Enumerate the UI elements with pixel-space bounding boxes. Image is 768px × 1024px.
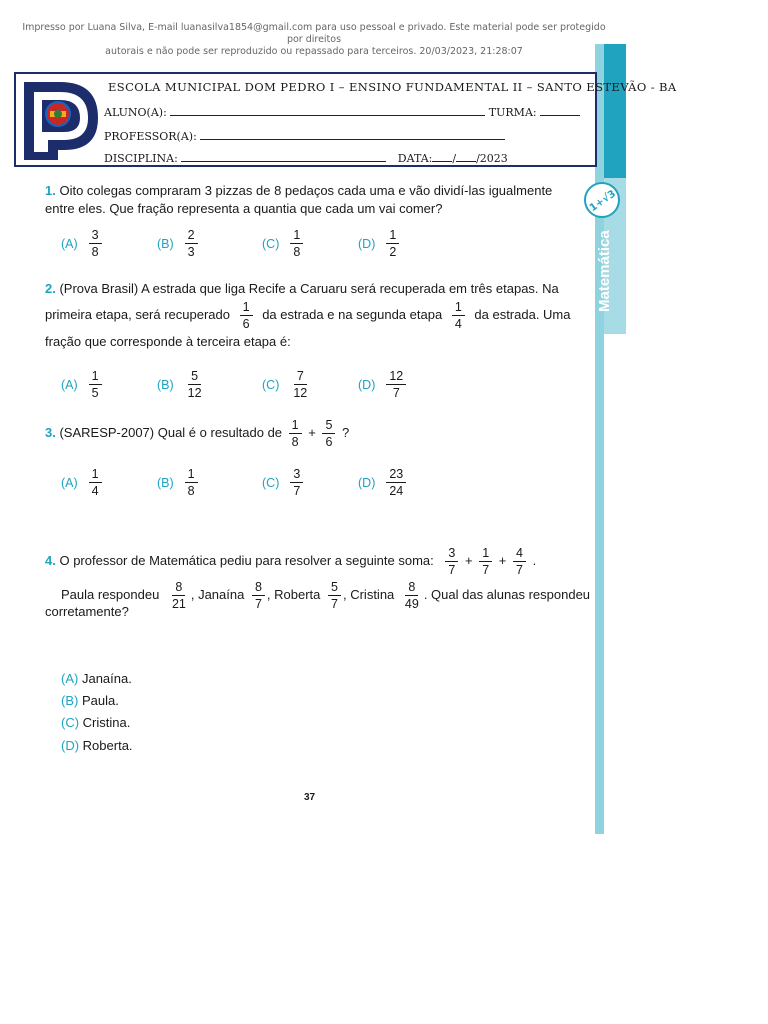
student-line[interactable]	[170, 106, 485, 116]
denominator: 7	[516, 563, 523, 577]
fraction	[240, 300, 253, 331]
numerator: 3	[445, 546, 458, 562]
q3-option-c[interactable]	[262, 467, 306, 498]
question-text: (SARESP-2007) Qual é o resultado de	[59, 424, 283, 440]
question-text: da estrada e na segunda etapa	[262, 306, 443, 322]
q1-option-c[interactable]	[262, 228, 306, 259]
question-mark: ?	[342, 424, 350, 440]
q2-option-c[interactable]	[262, 369, 313, 400]
student-label: ALUNO(A):	[104, 106, 167, 119]
fraction	[386, 467, 406, 498]
numerator: 1	[289, 418, 302, 434]
school-name: ESCOLA MUNICIPAL DOM PEDRO I – ENSINO FUNDAMENTAL II – SANTO ESTEVÃO - BA	[108, 80, 677, 94]
fraction	[290, 467, 303, 498]
numerator: 1	[240, 300, 253, 316]
fraction	[328, 580, 341, 611]
date-separator: /	[452, 152, 457, 165]
denominator: 49	[404, 597, 419, 611]
denominator: 12	[293, 386, 308, 400]
question-2-line-3: fração que corresponde à terceira etapa é:	[45, 334, 291, 349]
fraction	[402, 580, 422, 611]
q2-option-d[interactable]	[358, 369, 409, 400]
school-logo-icon	[20, 78, 102, 162]
subject-line[interactable]	[181, 152, 386, 162]
plus-sign: +	[498, 552, 507, 568]
fraction	[386, 369, 406, 400]
numerator: 4	[513, 546, 526, 562]
option-letter: (B)	[157, 475, 174, 490]
denominator: 7	[293, 484, 301, 498]
denominator: 7	[331, 597, 338, 611]
q3-option-b[interactable]	[157, 467, 201, 498]
option-text: Janaína.	[81, 671, 132, 686]
fraction	[252, 580, 265, 611]
denominator: 12	[187, 386, 202, 400]
fraction	[185, 228, 198, 259]
numerator: 3	[89, 228, 102, 244]
student-field[interactable]	[104, 106, 580, 119]
q4-option-b[interactable]	[61, 693, 119, 708]
option-letter: (B)	[157, 377, 174, 392]
option-text: Cristina.	[82, 715, 131, 730]
q1-option-b[interactable]	[157, 228, 201, 259]
denominator: 24	[389, 484, 404, 498]
numerator: 8	[172, 580, 185, 596]
fraction	[322, 418, 335, 449]
fraction	[290, 369, 310, 400]
option-letter: (C)	[262, 236, 280, 251]
fraction	[169, 580, 189, 611]
denominator: 7	[392, 386, 400, 400]
date-month-line[interactable]	[456, 152, 476, 162]
option-letter: (D)	[358, 377, 376, 392]
date-label: DATA:	[397, 152, 433, 165]
school-header	[14, 72, 677, 167]
numerator: 1	[290, 228, 303, 244]
plus-sign: +	[308, 424, 316, 440]
question-number: 4.	[45, 552, 56, 568]
print-watermark	[20, 22, 608, 58]
denominator: 8	[291, 435, 299, 449]
option-letter: (B)	[157, 236, 174, 251]
q1-option-a[interactable]	[61, 228, 105, 259]
question-text: Oito colegas compraram 3 pizzas de 8 pedaços cada uma e vão dividí-las igualmente entre eles. Que fração representa a quantia que cada um vai comer?	[45, 183, 553, 216]
watermark-line-2: autorais e não pode ser reproduzido ou repassado para terceiros. 20/03/2023, 21:28:07	[105, 46, 523, 57]
subject-field[interactable]	[104, 152, 508, 165]
numerator: 12	[386, 369, 406, 385]
teacher-label: PROFESSOR(A):	[104, 130, 197, 143]
option-letter: (C)	[262, 475, 280, 490]
period: .	[532, 552, 537, 568]
option-letter: (C)	[61, 715, 80, 730]
denominator: 8	[187, 484, 195, 498]
fraction	[452, 300, 465, 331]
question-number: 3.	[45, 424, 56, 440]
fraction	[386, 228, 399, 259]
q1-option-d[interactable]	[358, 228, 402, 259]
numerator: 1	[386, 228, 399, 244]
fraction	[89, 467, 102, 498]
question-text: O professor de Matemática pediu para resolver a seguinte soma:	[59, 552, 434, 568]
math-badge-icon	[582, 180, 622, 220]
option-letter: (B)	[61, 693, 79, 708]
q2-option-b[interactable]	[157, 369, 208, 400]
option-letter: (A)	[61, 671, 79, 686]
numerator: 23	[386, 467, 406, 483]
option-text: Roberta.	[82, 738, 133, 753]
denominator: 7	[448, 563, 456, 577]
numerator: 8	[252, 580, 265, 596]
q4-option-c[interactable]	[61, 715, 130, 730]
q4-option-d[interactable]	[61, 738, 133, 753]
numerator: 1	[479, 546, 492, 562]
numerator: 1	[185, 467, 198, 483]
denominator: 3	[187, 245, 195, 259]
question-2	[45, 281, 559, 296]
denominator: 7	[254, 597, 262, 611]
denominator: 8	[293, 245, 301, 259]
class-line[interactable]	[540, 106, 580, 116]
option-text: Paula.	[81, 693, 119, 708]
question-4	[45, 546, 536, 577]
numerator: 1	[89, 467, 102, 483]
fraction	[289, 418, 302, 449]
option-letter: (A)	[61, 236, 78, 251]
numerator: 5	[328, 580, 341, 596]
denominator: 21	[171, 597, 186, 611]
fraction	[89, 228, 102, 259]
question-text: , Cristina	[342, 586, 395, 602]
denominator: 8	[91, 245, 99, 259]
question-4-line-3: corretamente?	[45, 604, 129, 619]
question-text: , Roberta	[266, 586, 321, 602]
teacher-field[interactable]	[104, 130, 505, 143]
numerator: 8	[405, 580, 418, 596]
denominator: 7	[482, 563, 490, 577]
denominator: 4	[91, 484, 99, 498]
q2-option-a[interactable]	[61, 369, 105, 400]
denominator: 5	[91, 386, 99, 400]
plus-sign: +	[464, 552, 473, 568]
q4-option-a[interactable]	[61, 671, 132, 686]
question-2-line-2	[45, 300, 571, 331]
fraction	[290, 228, 303, 259]
teacher-line[interactable]	[200, 130, 505, 140]
fraction	[185, 467, 198, 498]
option-letter: (D)	[358, 236, 376, 251]
question-4-line-2	[61, 580, 590, 611]
question-1	[45, 182, 580, 218]
numerator: 7	[294, 369, 307, 385]
numerator: 5	[188, 369, 201, 385]
fraction	[513, 546, 526, 577]
denominator: 2	[389, 245, 397, 259]
subject-label: DISCIPLINA:	[104, 152, 178, 165]
date-day-line[interactable]	[432, 152, 452, 162]
fraction	[479, 546, 492, 577]
fraction	[185, 369, 205, 400]
question-text: Paula respondeu	[61, 586, 160, 602]
question-number: 2.	[45, 281, 56, 296]
question-text: . Qual das alunas respondeu	[423, 586, 591, 602]
option-letter: (D)	[61, 738, 80, 753]
option-letter: (D)	[358, 475, 376, 490]
class-label: TURMA:	[488, 106, 537, 119]
fraction	[445, 546, 458, 577]
question-text: (Prova Brasil) A estrada que liga Recife a Caruaru será recuperada em três etapas. Na	[59, 281, 559, 296]
option-letter: (C)	[262, 377, 280, 392]
numerator: 3	[290, 467, 303, 483]
question-text: da estrada. Uma	[474, 306, 571, 322]
page-number: 37	[304, 792, 316, 803]
fraction	[89, 369, 102, 400]
date-separator: /	[476, 152, 480, 165]
numerator: 1	[89, 369, 102, 385]
sidebar-subject-label: Matemática	[596, 230, 613, 312]
q3-option-a[interactable]	[61, 467, 105, 498]
question-text: , Janaína	[190, 586, 245, 602]
denominator: 4	[454, 317, 462, 331]
question-text: primeira etapa, será recuperado	[45, 306, 230, 322]
numerator: 5	[322, 418, 335, 434]
option-letter: (A)	[61, 377, 78, 392]
math-badge-text: 1+√3	[587, 188, 618, 215]
q3-option-d[interactable]	[358, 467, 409, 498]
date-year: 2023	[479, 152, 508, 165]
denominator: 6	[242, 317, 250, 331]
denominator: 6	[325, 435, 333, 449]
option-letter: (A)	[61, 475, 78, 490]
question-3	[45, 418, 349, 449]
numerator: 1	[452, 300, 465, 316]
question-number: 1.	[45, 183, 56, 198]
watermark-line-1: Impresso por Luana Silva, E-mail luanasilva1854@gmail.com para uso pessoal e privado. Este material pode ser protegido por direitos	[22, 22, 606, 45]
numerator: 2	[185, 228, 198, 244]
